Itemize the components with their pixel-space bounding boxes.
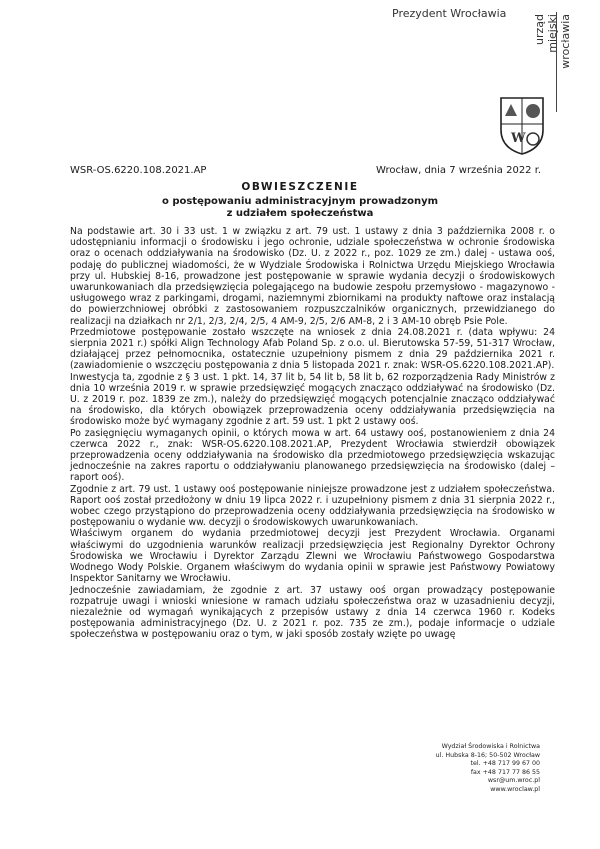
- brand-vertical-word-2: miejski: [546, 14, 559, 53]
- city-crest-icon: [499, 96, 545, 156]
- footer-phone: tel. +48 717 99 67 00: [470, 760, 540, 768]
- footer-street: ul. Hubska 8-16; 50-502 Wrocław: [435, 751, 540, 759]
- document-reference: WSR-OS.6220.108.2021.AP: [70, 165, 207, 176]
- paragraph-7: Jednocześnie zawiadamiam, że zgodnie z art. 37 ustawy ooś organ prowadzący postępowanie rozpatruje uwagi i wnioski wniesione w ramach udziału społeczeństwa oraz w uzasadnieniu decyzji, niezależnie od wymagań wynikających z przepisów ustawy z dnia 14 czerwca 1960 r. Kodeks postępowania administracyjnego (Dz. U. z 2021 r. poz. 735 ze zm.), podaje informacje o udziale społeczeństwa w postępowaniu oraz o tym, w jaki sposób zostały wzięte po uwagę: [70, 584, 555, 641]
- document-body: [70, 226, 555, 641]
- brand-vertical-word-3: wrocławia: [559, 14, 572, 69]
- svg-text:W: W: [511, 131, 526, 146]
- footer-email: wsr@um.wroc.pl: [487, 777, 540, 785]
- footer-address: [436, 743, 540, 795]
- brand-name: Prezydent Wrocławia: [392, 7, 507, 20]
- footer-department: Wydział Środowiska i Rolnictwa: [441, 743, 540, 750]
- paragraph-4: Po zasięgnięciu wymaganych opinii, o których mowa w art. 64 ustawy ooś, postanowieniem z dnia 24 czerwca 2022 r., znak: WSR-OS.6220.108.2021.AP, Prezydent Wrocławia stwierdził obowiązek przeprowadzenia oceny oddziaływania na środowisko dla przedmiotowego przedsięwzięcia wskazując jednocześnie na zakres raportu o oddziaływaniu planowanego przedsięwzięcia na środowisko (dalej – raport ooś).: [70, 427, 555, 484]
- paragraph-6: Właściwym organem do wydania przedmiotowej decyzji jest Prezydent Wrocławia. Organami właściwymi do uzgodnienia warunków realizacji przedsięwzięcia jest Regionalny Dyrektor Ochrony Środowiska we Wrocławiu i Dyrektor Zarządu Zlewni we Wrocławiu Państwowego Gospodarstwa Wodnego Wody Polskie. Organem właściwym do wydania opinii w sprawie jest Państwowy Powiatowy Inspektor Sanitarny we Wrocławiu.: [70, 528, 555, 585]
- document-title: OBWIESZCZENIE: [241, 181, 359, 193]
- paragraph-1: Na podstawie art. 30 i 33 ust. 1 w związku z art. 79 ust. 1 ustawy z dnia 3 października 2008 r. o udostępnianiu informacji o środowisku i jego ochronie, udziale społeczeństwa w ochronie środowiska oraz o ocenach oddziaływania na środowisko (Dz. U. z 2022 r., poz. 1029 ze zm.) dalej - ustawa ooś, podaję do publicznej wiadomości, że w Wydziale Środowiska i Rolnictwa Urzędu Miejskiego Wrocławia przy ul. Hubskiej 8-16, prowadzone jest postępowanie w sprawie wydania decyzji o środowiskowych uwarunkowaniach dla przedsięwzięcia polegającego na budowie zespołu przemysłowo - magazynowo - usługowego wraz z parkingami, drogami, naziemnymi zbiornikami na produkty naftowe oraz instalacją do powierzchniowej obróbki z zastosowaniem rozpuszczalników organicznych, przewidzianego do realizacji na działkach nr 2/1, 2/3, 2/4, 2/5, 4 AM-9, 2/5, 2/6 AM-8, 2 i 3 AM-10 obręb Psie Pole.: [70, 226, 555, 327]
- document-subtitle: [0, 196, 600, 220]
- footer-fax: fax +48 717 77 86 55: [470, 768, 540, 776]
- paragraph-3: Inwestycja ta, zgodnie z § 3 ust. 1 pkt. 14, 37 lit b, 54 lit b, 58 lit b, 62 rozporządzenia Rady Ministrów z dnia 10 września 2019 r. w sprawie przedsięwzięć mogących znacząco oddziaływać na środowisko (Dz. U. z 2019 r. poz. 1839 ze zm.), należy do przedsięwzięć mogących potencjalnie znacząco oddziaływać na środowisko, dla których obowiązek przeprowadzenia oceny oddziaływania przedsięwzięcia na środowisko może być wymagany zgodnie z art. 59 ust. 1 pkt 2 ustawy ooś.: [70, 371, 555, 428]
- subtitle-line-1: o postępowaniu administracyjnym prowadzonym: [161, 196, 439, 207]
- brand-vertical-word-1: urząd: [533, 14, 546, 45]
- document-date: Wrocław, dnia 7 września 2022 r.: [376, 165, 542, 176]
- subtitle-line-2: z udziałem społeczeństwa: [226, 208, 374, 219]
- paragraph-2: Przedmiotowe postępowanie zostało wszczęte na wniosek z dnia 24.08.2021 r. (data wpływu: 24 sierpnia 2021 r.) spółki Align Technology Afab Poland Sp. z o.o. ul. Bierutowska 57-59, 51-317 Wrocław, działającej przez pełnomocnika, ostatecznie uzupełniony pismem z dnia 29 października 2021 r. (zawiadomienie o wszczęciu postępowania z dnia 5 listopada 2021 r. znak: WSR-OS.6220.108.2021.AP).: [70, 326, 555, 372]
- footer-website: www.wroclaw.pl: [490, 785, 540, 793]
- paragraph-5: Zgodnie z art. 79 ust. 1 ustawy ooś postępowanie niniejsze prowadzone jest z udziałem społeczeństwa. Raport ooś został przedłożony w dniu 19 lipca 2022 r. i uzupełniony pismem z dnia 31 sierpnia 2022 r., wobec czego przystąpiono do przeprowadzenia oceny oddziaływania przedsięwzięcia na środowisko w postępowaniu o wydanie ww. decyzji o środowiskowych uwarunkowaniach.: [70, 483, 555, 529]
